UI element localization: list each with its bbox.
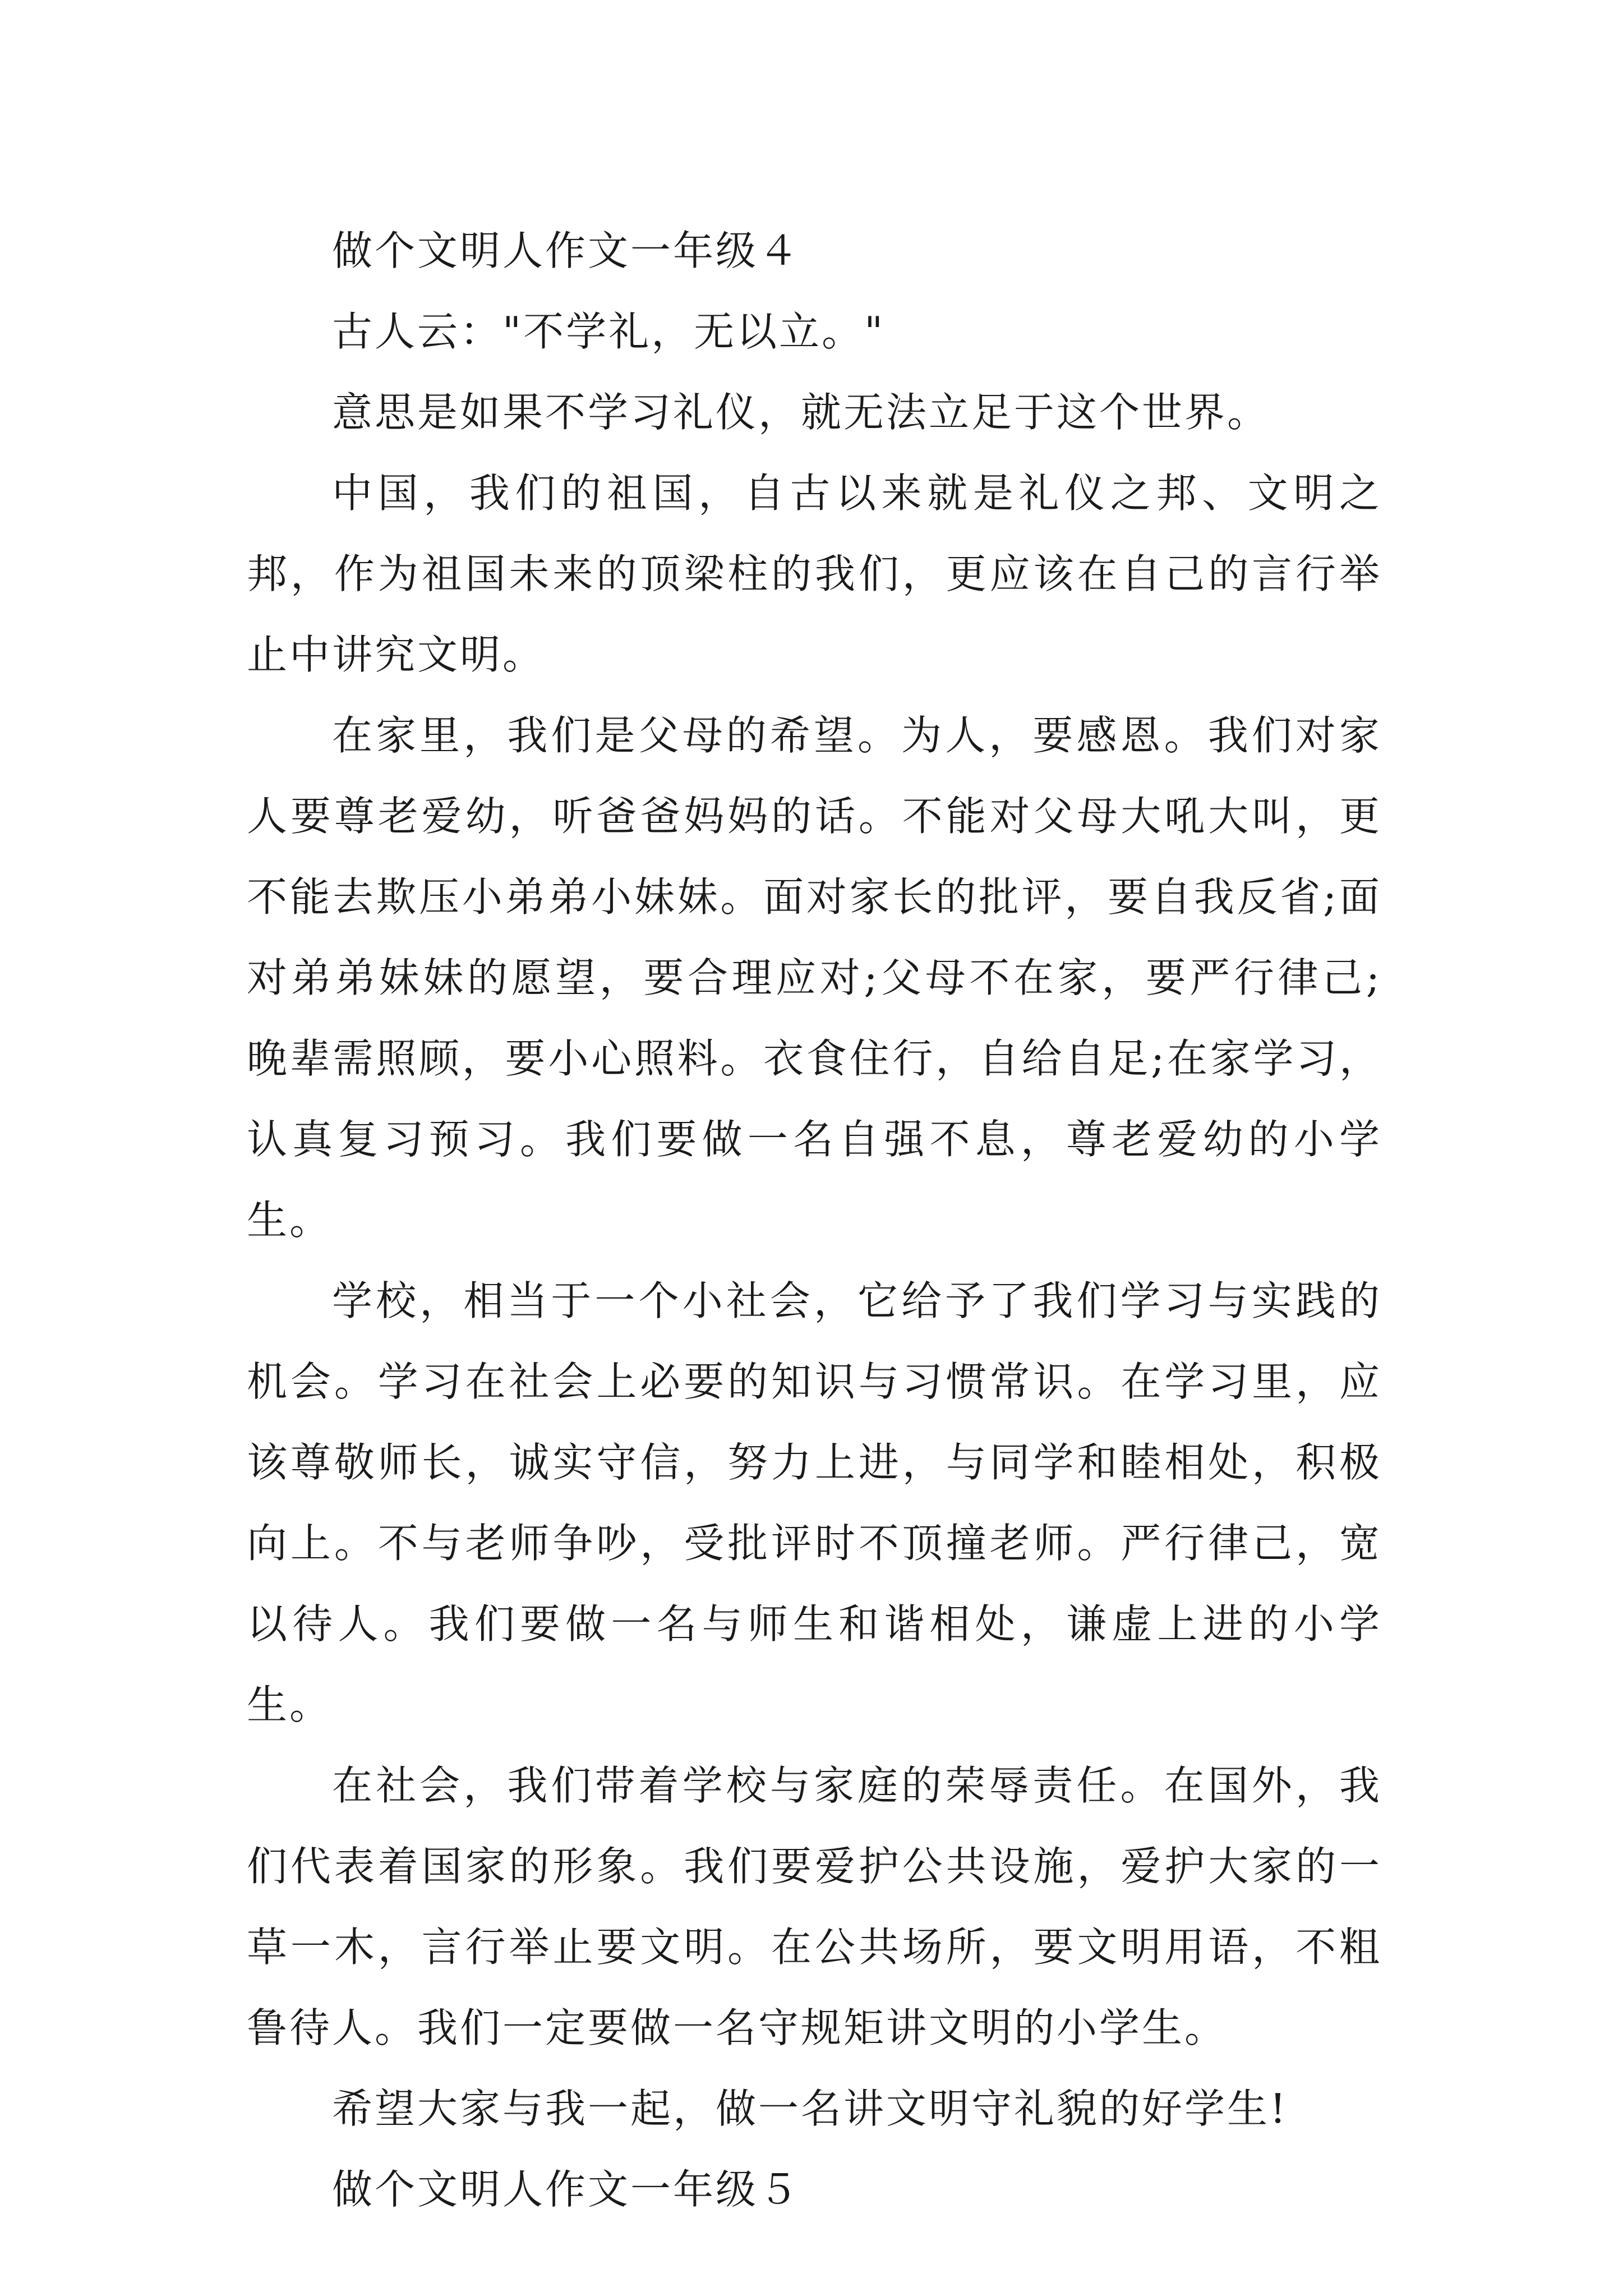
essay-heading-4: 做个文明人作文一年级４ [332,227,801,274]
document-body [247,210,1382,2230]
quote-paragraph: 古人云："不学礼，无以立。" [332,308,886,355]
society-paragraph: 在社会，我们带着学校与家庭的荣辱责任。在国外，我们代表着国家的形象。我们要爱护公共设施，爱护大家的一草一木，言行举止要文明。在公共场所，要文明用语，不粗鲁待人。我们一定要做一名守规矩讲文明的小学生。 [247,1762,1382,2051]
closing-paragraph: 希望大家与我一起，做一名讲文明守礼貌的好学生! [332,2085,1288,2132]
china-paragraph: 中国，我们的祖国，自古以来就是礼仪之邦、文明之邦，作为祖国未来的顶梁柱的我们，更应该在自己的言行举止中讲究文明。 [247,470,1382,678]
essay-heading-5: 做个文明人作文一年级５ [332,2166,801,2213]
home-paragraph: 在家里，我们是父母的希望。为人，要感恩。我们对家人要尊老爱幼，听爸爸妈妈的话。不能对父母大吼大叫，更不能去欺压小弟弟小妹妹。面对家长的批评，要自我反省;面对弟弟妹妹的愿望，要合理应对;父母不在家，要严行律己;晚辈需照顾，要小心照料。衣食住行，自给自足;在家学习，认真复习预习。我们要做一名自强不息，尊老爱幼的小学生。 [247,712,1382,1244]
school-paragraph: 学校，相当于一个小社会，它给予了我们学习与实践的机会。学习在社会上必要的知识与习惯常识。在学习里，应该尊敬师长，诚实守信，努力上进，与同学和睦相处，积极向上。不与老师争吵，受批评时不顶撞老师。严行律己，宽以待人。我们要做一名与师生和谐相处，谦虚上进的小学生。 [247,1277,1382,1728]
meaning-paragraph: 意思是如果不学习礼仪，就无法立足于这个世界。 [332,389,1270,436]
